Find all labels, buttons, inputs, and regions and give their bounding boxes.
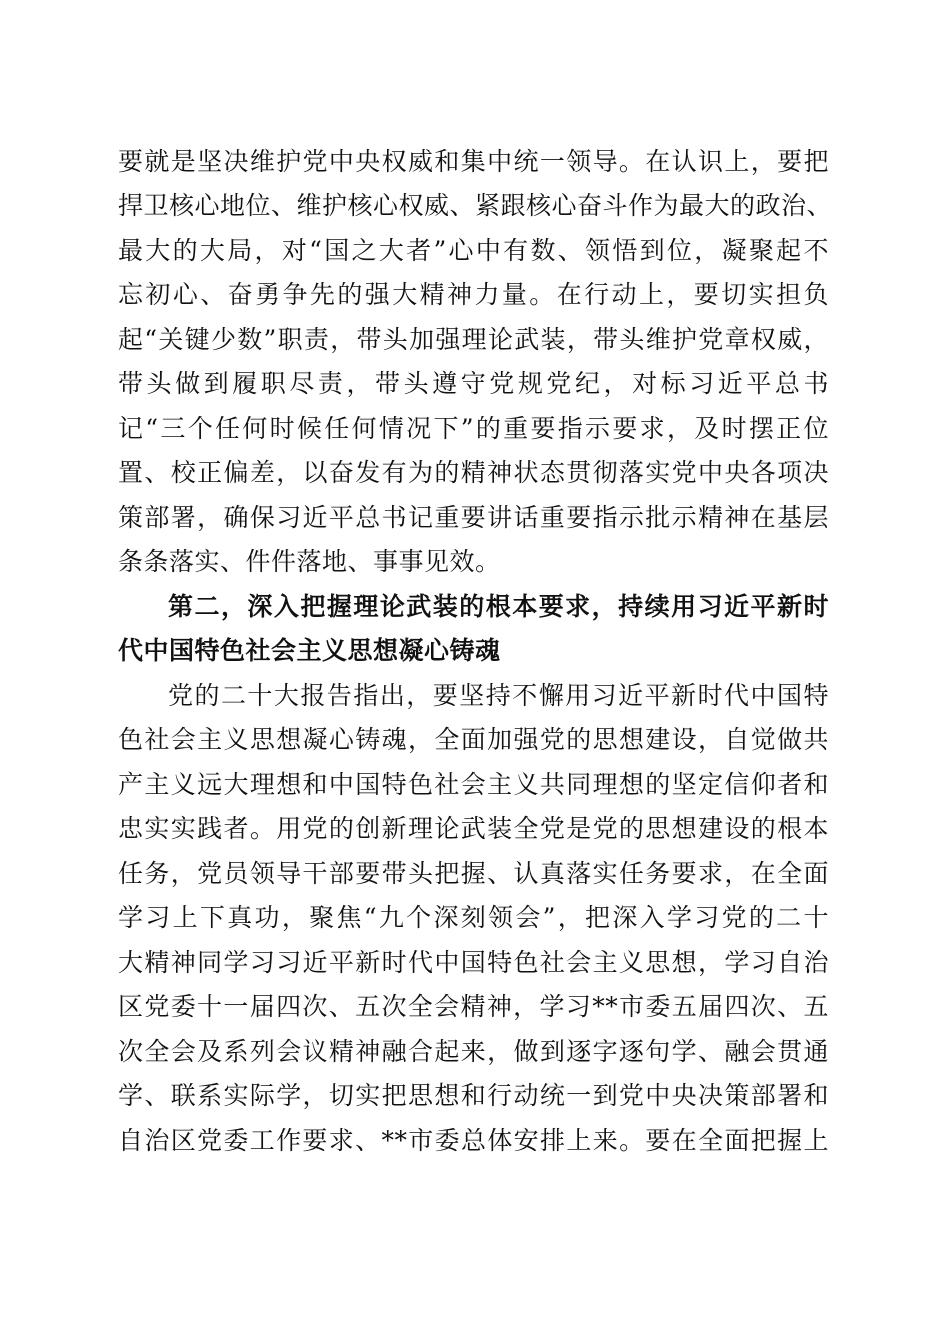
text-line: 区党委十一届四次、五次全会精神，学习**市委五届四次、五 — [118, 992, 829, 1021]
text-line: 大精神同学习习近平新时代中国特色社会主义思想，学习自治 — [118, 948, 829, 977]
text-line: 色社会主义思想凝心铸魂，全面加强党的思想建设，自觉做共 — [118, 725, 829, 754]
text-line: 条条落实、件件落地、事事见效。 — [118, 547, 501, 576]
text-line: 自治区党委工作要求、**市委总体安排上来。要在全面把握上 — [118, 1126, 829, 1155]
text-line: 产主义远大理想和中国特色社会主义共同理想的坚定信仰者和 — [118, 770, 829, 799]
text-line: 任务，党员领导干部要带头把握、认真落实任务要求，在全面 — [118, 859, 829, 888]
text-line: 捍卫核心地位、维护核心权威、紧跟核心奋斗作为最大的政治、 — [118, 191, 833, 220]
text-line: 学、联系实际学，切实把思想和行动统一到党中央决策部署和 — [118, 1081, 829, 1110]
text-line: 要就是坚决维护党中央权威和集中统一领导。在认识上，要把 — [118, 147, 829, 176]
text-line: 带头做到履职尽责，带头遵守党规党纪，对标习近平总书 — [118, 369, 829, 398]
text-line: 记“三个任何时候任何情况下”的重要指示要求，及时摆正位 — [118, 414, 829, 443]
text-line: 忘初心、奋勇争先的强大精神力量。在行动上，要切实担负 — [118, 280, 829, 309]
heading-line: 第二，深入把握理论武装的根本要求，持续用习近平新时 — [168, 592, 829, 621]
text-line: 置、校正偏差，以奋发有为的精神状态贯彻落实党中央各项决 — [118, 458, 829, 487]
text-line: 最大的大局，对“国之大者”心中有数、领悟到位，凝聚起不 — [118, 236, 829, 265]
text-line: 忠实实践者。用党的创新理论武装全党是党的思想建设的根本 — [118, 814, 829, 843]
text-line: 起“关键少数”职责，带头加强理论武装，带头维护党章权威， — [118, 325, 829, 354]
text-line: 党的二十大报告指出，要坚持不懈用习近平新时代中国特 — [168, 681, 829, 710]
text-line: 策部署，确保习近平总书记重要讲话重要指示批示精神在基层 — [118, 503, 829, 532]
text-line: 学习上下真功，聚焦“九个深刻领会”，把深入学习党的二十 — [118, 903, 829, 932]
text-line: 次全会及系列会议精神融合起来，做到逐字逐句学、融会贯通 — [118, 1037, 829, 1066]
heading-line: 代中国特色社会主义思想凝心铸魂 — [118, 636, 501, 665]
